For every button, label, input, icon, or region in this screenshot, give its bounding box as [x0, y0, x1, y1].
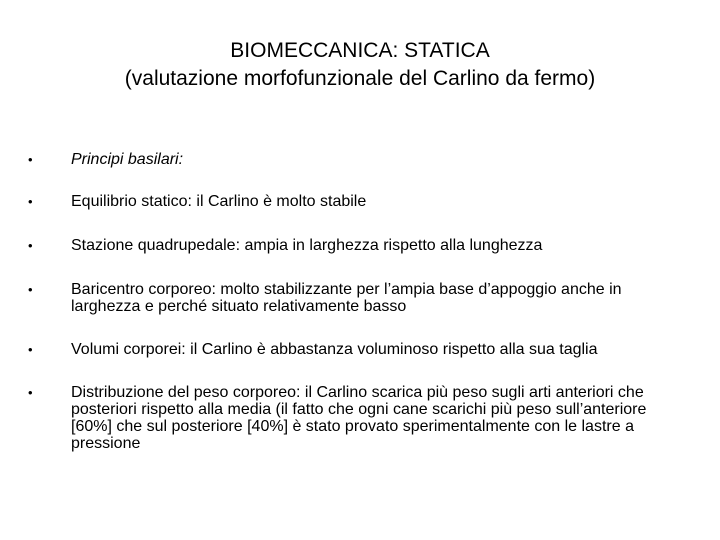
bullet-dot-icon: • [28, 152, 33, 167]
bullet-dot-icon: • [28, 194, 33, 209]
bullet-dot-icon: • [28, 282, 33, 297]
bullet-text: Distribuzione del peso corporeo: il Carlino scarica più peso sugli arti anteriori che posteriori rispetto alla media (il fatto che ogni cane scarichi più peso sull’anteriore [60%] che sul posteriore [40%] è stato provato sperimentalmente con le lastre a pressione [71, 384, 647, 452]
bullet-dot-icon: • [28, 385, 33, 400]
bullet-dot-icon: • [28, 342, 33, 357]
slide-title [0, 37, 720, 93]
title-line-subtitle: (valutazione morfofunzionale del Carlino da fermo) [124, 67, 596, 90]
bullet-text: Baricentro corporeo: molto stabilizzante per l’ampia base d’appoggio anche in larghezza e perché situato relativamente basso [71, 281, 622, 315]
title-line-main: BIOMECCANICA: STATICA [230, 39, 490, 62]
bullet-text: Stazione quadrupedale: ampia in larghezza rispetto alla lunghezza [71, 237, 543, 254]
bullet-text: Volumi corporei: il Carlino è abbastanza voluminoso rispetto alla sua taglia [71, 341, 598, 358]
bullet-dot-icon: • [28, 238, 33, 253]
bullet-text: Equilibrio statico: il Carlino è molto stabile [71, 193, 367, 210]
bullet-text: Principi basilari: [71, 151, 184, 168]
